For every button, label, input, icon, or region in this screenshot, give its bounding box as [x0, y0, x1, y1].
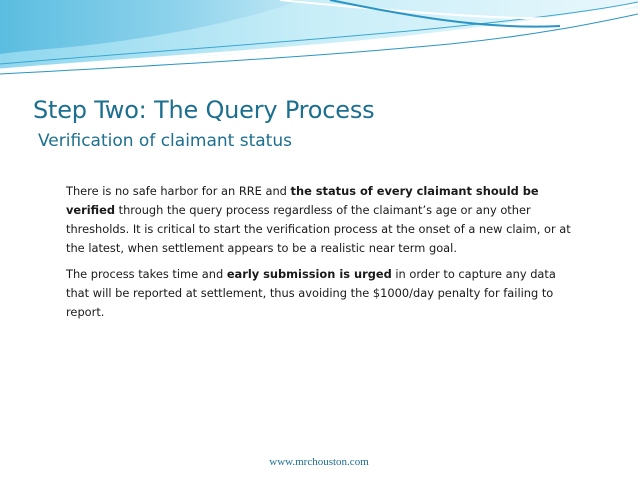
paragraph1-emphasis: the status of every claimant should be verified	[66, 184, 539, 217]
paragraph-process-time	[66, 265, 571, 322]
paragraph-safe-harbor	[66, 182, 571, 258]
paragraph2-text-start: The process takes time and	[66, 267, 227, 281]
paragraph2-text-end: in order to capture any data that will be reported at settlement, thus avoiding the $1000/day penalty for failing to report.	[66, 267, 556, 319]
paragraph2-emphasis: early submission is urged	[226, 267, 392, 281]
paragraph1-text-end: through the query process regardless of the claimant’s age or any other thresholds. It is critical to start the verification process at the onset of a new claim, or at the latest, when settlement appears to be a realistic near term goal.	[66, 203, 571, 255]
footer-url: www.mrchouston.com	[269, 456, 369, 468]
slide-subtitle: Verification of claimant status	[38, 131, 292, 151]
slide-body	[66, 182, 571, 329]
paragraph1-text-start: There is no safe harbor for an RRE and	[66, 184, 291, 198]
header-wave-decoration	[0, 0, 638, 80]
slide-title: Step Two: The Query Process	[33, 96, 375, 124]
